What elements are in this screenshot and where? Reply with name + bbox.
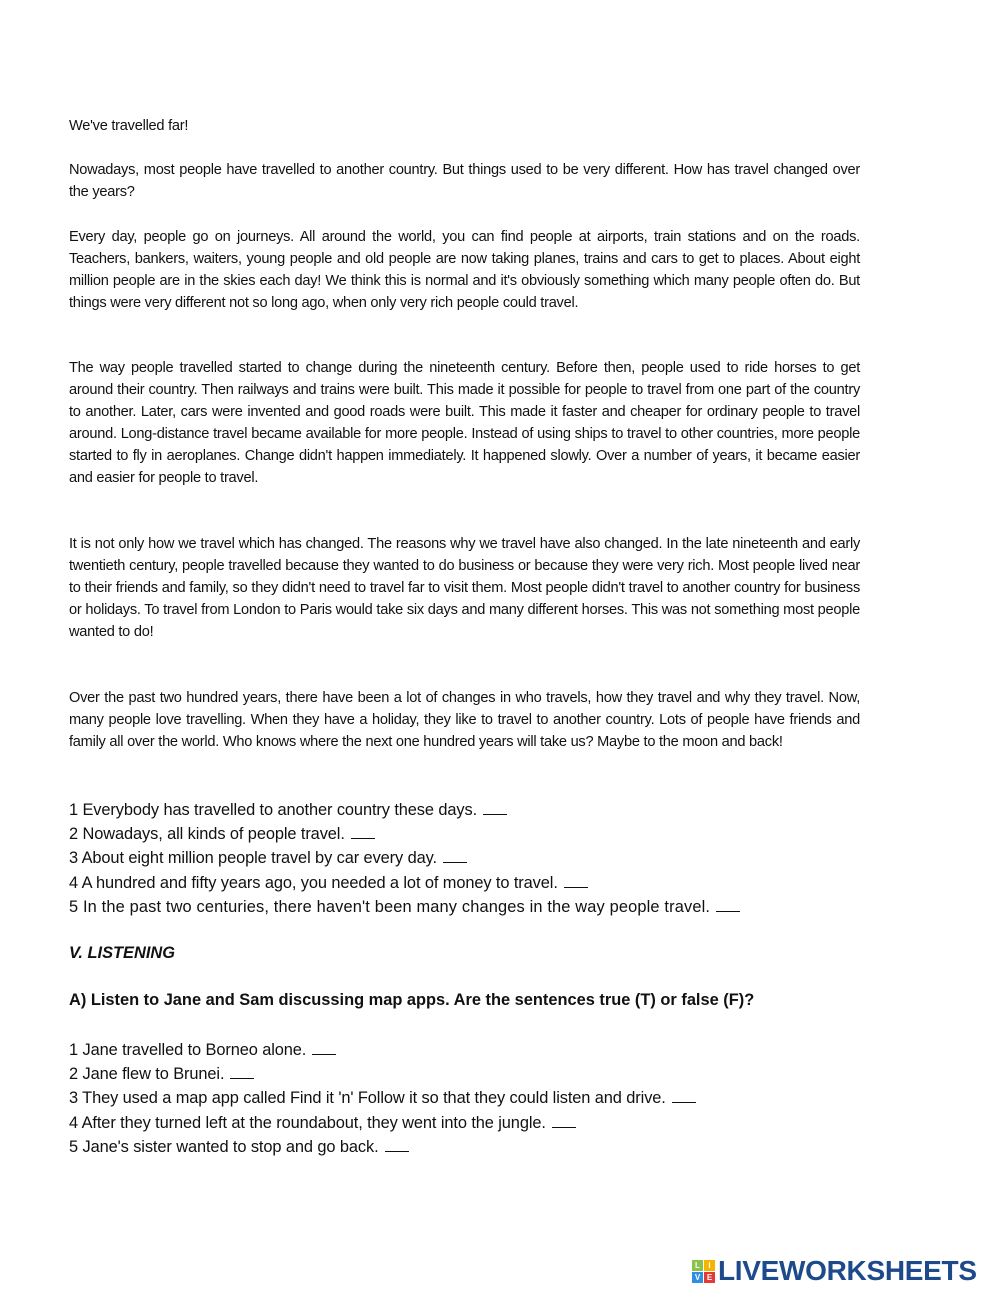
listening-questions: [69, 1038, 860, 1159]
question-text: 4 After they turned left at the roundabout, they went into the jungle.: [69, 1113, 546, 1132]
paragraph-5: Over the past two hundred years, there have been a lot of changes in who travels, how they travel and why they travel. Now, many people love travelling. When they have a holiday, they like to travel to another country. Lots of people have friends and family all over the world. Who knows where the next one hundred years will take us? Maybe to the moon and back!: [69, 690, 860, 750]
answer-blank[interactable]: [483, 813, 507, 815]
listening-question: [69, 1086, 860, 1110]
reading-question: [69, 871, 860, 895]
question-text: 5 In the past two centuries, there haven't been many changes in the way people travel.: [69, 897, 711, 916]
paragraph-intro: Nowadays, most people have travelled to another country. But things used to be very different. How has travel changed over the years?: [69, 162, 860, 200]
answer-blank[interactable]: [564, 886, 588, 888]
logo-text: LIVEWORKSHEETS: [718, 1255, 977, 1286]
logo-tile: L: [692, 1260, 703, 1271]
listening-question: [69, 1062, 860, 1086]
answer-blank[interactable]: [351, 837, 375, 839]
reading-question: [69, 798, 860, 822]
question-text: 1 Jane travelled to Borneo alone.: [69, 1041, 307, 1059]
logo-tile: I: [704, 1260, 715, 1271]
answer-blank[interactable]: [230, 1077, 254, 1079]
logo-tiles-icon: [692, 1260, 715, 1283]
answer-blank[interactable]: [312, 1053, 336, 1055]
liveworksheets-logo: [692, 1255, 977, 1287]
reading-question: [69, 895, 860, 919]
question-text: 3 About eight million people travel by car every day.: [69, 849, 437, 868]
document-title: We've travelled far!: [69, 118, 189, 134]
question-text: 2 Nowadays, all kinds of people travel.: [69, 825, 345, 844]
paragraph-2: Every day, people go on journeys. All around the world, you can find people at airports, train stations and on the roads. Teachers, bankers, waiters, young people and old people are now taking planes, trains and cars to get to places. About eight million people are in the skies each day! We think this is normal and it's obviously something which many people often do. But things were very different not so long ago, when only very rich people could travel.: [69, 229, 860, 311]
logo-tile: E: [704, 1272, 715, 1283]
question-text: 3 They used a map app called Find it 'n' Follow it so that they could listen and drive.: [69, 1089, 666, 1108]
reading-question: [69, 846, 860, 870]
question-text: 4 A hundred and fifty years ago, you needed a lot of money to travel.: [69, 873, 558, 892]
question-text: 1 Everybody has travelled to another country these days.: [69, 801, 478, 819]
answer-blank[interactable]: [716, 910, 740, 912]
listening-instruction: A) Listen to Jane and Sam discussing map apps. Are the sentences true (T) or false (F)?: [69, 991, 755, 1009]
question-text: 5 Jane's sister wanted to stop and go back.: [69, 1137, 379, 1156]
reading-questions: [69, 798, 860, 919]
reading-question: [69, 822, 860, 846]
answer-blank[interactable]: [443, 861, 467, 863]
logo-tile: V: [692, 1272, 703, 1283]
answer-blank[interactable]: [552, 1126, 576, 1128]
answer-blank[interactable]: [385, 1150, 409, 1152]
paragraph-4: It is not only how we travel which has changed. The reasons why we travel have also changed. In the late nineteenth and early twentieth century, people travelled because they wanted to do business or because they were very rich. Most people lived near to their friends and family, so they didn't need to travel far to visit them. Most people didn't travel to another country for business or holidays. To travel from London to Paris would take six days and many different horses. This was not something most people wanted to do!: [69, 536, 860, 640]
listening-question: [69, 1135, 860, 1159]
answer-blank[interactable]: [672, 1101, 696, 1103]
paragraph-3: The way people travelled started to change during the nineteenth century. Before then, people used to ride horses to get around their country. Then railways and trains were built. This made it possible for people to travel from one part of the country to another. Later, cars were invented and good roads were built. This made it faster and cheaper for ordinary people to travel around. Long-distance travel became available for more people. Instead of using ships to travel to other countries, more people started to fly in aeroplanes. Change didn't happen immediately. It happened slowly. Over a number of years, it became easier and easier for people to travel.: [69, 360, 860, 486]
listening-question: [69, 1111, 860, 1135]
section-title-listening: V. LISTENING: [69, 944, 175, 962]
question-text: 2 Jane flew to Brunei.: [69, 1065, 225, 1084]
listening-question: [69, 1038, 860, 1062]
